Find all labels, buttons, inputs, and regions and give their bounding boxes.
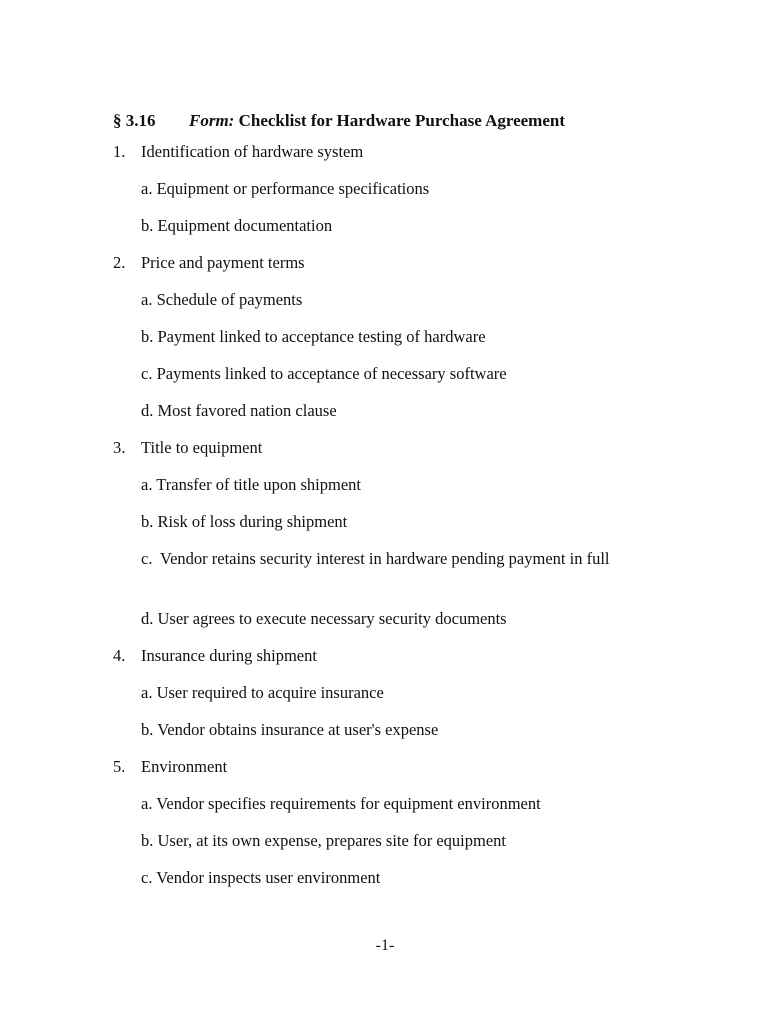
subitem-letter: a. [141,794,153,813]
checklist-subitem [141,867,380,889]
item-text: Identification of hardware system [141,142,364,161]
subitem-letter: b. [141,327,154,346]
checklist-subitem [141,326,486,348]
checklist-subitem [141,511,347,533]
checklist-subitem [141,178,429,200]
subitem-letter: b. [141,512,154,531]
item-text: Price and payment terms [141,253,305,272]
checklist-item [113,437,262,459]
section-heading [113,111,565,131]
item-number: 2. [113,253,126,272]
subitem-text: User agrees to execute necessary security documents [157,609,507,628]
subitem-text: Equipment documentation [157,216,333,235]
subitem-letter: d. [141,609,154,628]
item-text: Environment [141,757,228,776]
subitem-text: Payment linked to acceptance testing of hardware [157,327,486,346]
subitem-letter: b. [141,831,154,850]
item-number: 5. [113,757,126,776]
checklist-item [113,252,305,274]
checklist-item [113,756,227,778]
checklist-item [113,645,317,667]
checklist-subitem [141,793,541,815]
item-number: 4. [113,646,126,665]
page-number: -1- [375,937,395,954]
subitem-text: Most favored nation clause [157,401,337,420]
item-text: Title to equipment [141,438,263,457]
subitem-text: Risk of loss during shipment [157,512,348,531]
subitem-letter: a. [141,290,153,309]
subitem-letter: d. [141,401,154,420]
subitem-text: User, at its own expense, prepares site for equipment [157,831,506,850]
checklist-subitem [141,363,507,385]
subitem-text: Equipment or performance specifications [156,179,430,198]
checklist-subitem [141,682,384,704]
checklist-subitem [141,830,506,852]
checklist-subitem [141,719,438,741]
subitem-letter: a. [141,475,153,494]
subitem-text: Vendor retains security interest in hardware pending payment in full [160,549,610,568]
checklist-subitem [141,400,337,422]
subitem-letter: a. [141,179,153,198]
checklist-subitem [141,215,332,237]
subitem-text: Payments linked to acceptance of necessary software [156,364,507,383]
subitem-text: User required to acquire insurance [156,683,384,702]
subitem-letter: c. [141,868,153,887]
subitem-text: Schedule of payments [156,290,303,309]
subitem-text: Vendor obtains insurance at user's expense [157,720,439,739]
checklist-subitem [141,608,507,630]
subitem-letter: b. [141,216,154,235]
checklist-title: Checklist for Hardware Purchase Agreement [238,111,566,130]
checklist-subitem [141,548,657,570]
checklist-item [113,141,363,163]
subitem-text: Vendor inspects user environment [156,868,381,887]
checklist-subitem [141,289,302,311]
subitem-text: Transfer of title upon shipment [156,475,361,494]
subitem-letter: a. [141,683,153,702]
subitem-letter: c. [141,364,153,383]
form-label: Form: [189,111,235,130]
subitem-text: Vendor specifies requirements for equipment environment [156,794,541,813]
subitem-letter: b. [141,720,154,739]
checklist-subitem [141,474,361,496]
section-number: § 3.16 [113,111,156,130]
item-number: 1. [113,142,126,161]
item-text: Insurance during shipment [141,646,317,665]
item-number: 3. [113,438,126,457]
subitem-letter: c. [141,549,153,568]
